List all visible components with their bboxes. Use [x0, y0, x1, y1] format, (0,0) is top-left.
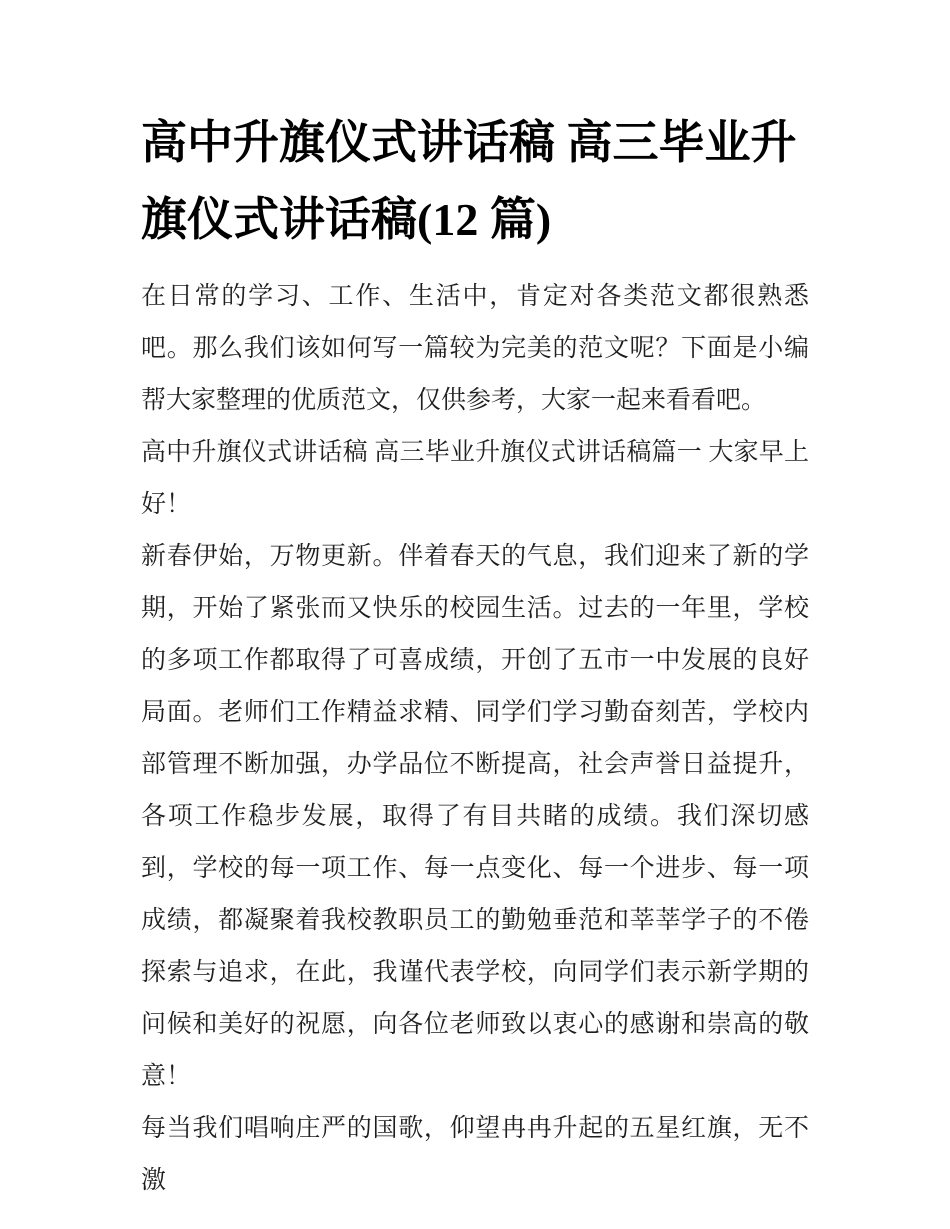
document-title: 高中升旗仪式讲话稿 高三毕业升旗仪式讲话稿(12 篇): [141, 117, 797, 245]
document-body: [141, 271, 809, 1207]
paragraph-section-heading: 高中升旗仪式讲话稿 高三毕业升旗仪式讲话稿篇一 大家早上好！: [141, 439, 809, 518]
document-page: [141, 0, 809, 1207]
paragraph-speech-body: 新春伊始，万物更新。伴着春天的气息，我们迎来了新的学期，开始了紧张而又快乐的校园生活。过去的一年里，学校的多项工作都取得了可喜成绩，开创了五市一中发展的良好局面。老师们工作精益求精、同学们学习勤奋刻苦，学校内部管理不断加强，办学品位不断提高，社会声誉日益提升，各项工作稳步发展，取得了有目共睹的成绩。我们深切感到，学校的每一项工作、每一点变化、每一个进步、每一项成绩，都凝聚着我校教职员工的勤勉垂范和莘莘学子的不倦探索与追求，在此，我谨代表学校，向同学们表示新学期的问候和美好的祝愿，向各位老师致以衷心的感谢和崇高的敬意！: [141, 543, 809, 1090]
paragraph-intro: 在日常的学习、工作、生活中，肯定对各类范文都很熟悉吧。那么我们该如何写一篇较为完美的范文呢？下面是小编帮大家整理的优质范文，仅供参考，大家一起来看看吧。: [141, 283, 809, 414]
paragraph-speech-continuation: 每当我们唱响庄严的国歌，仰望冉冉升起的五星红旗，无不激: [141, 1115, 809, 1194]
